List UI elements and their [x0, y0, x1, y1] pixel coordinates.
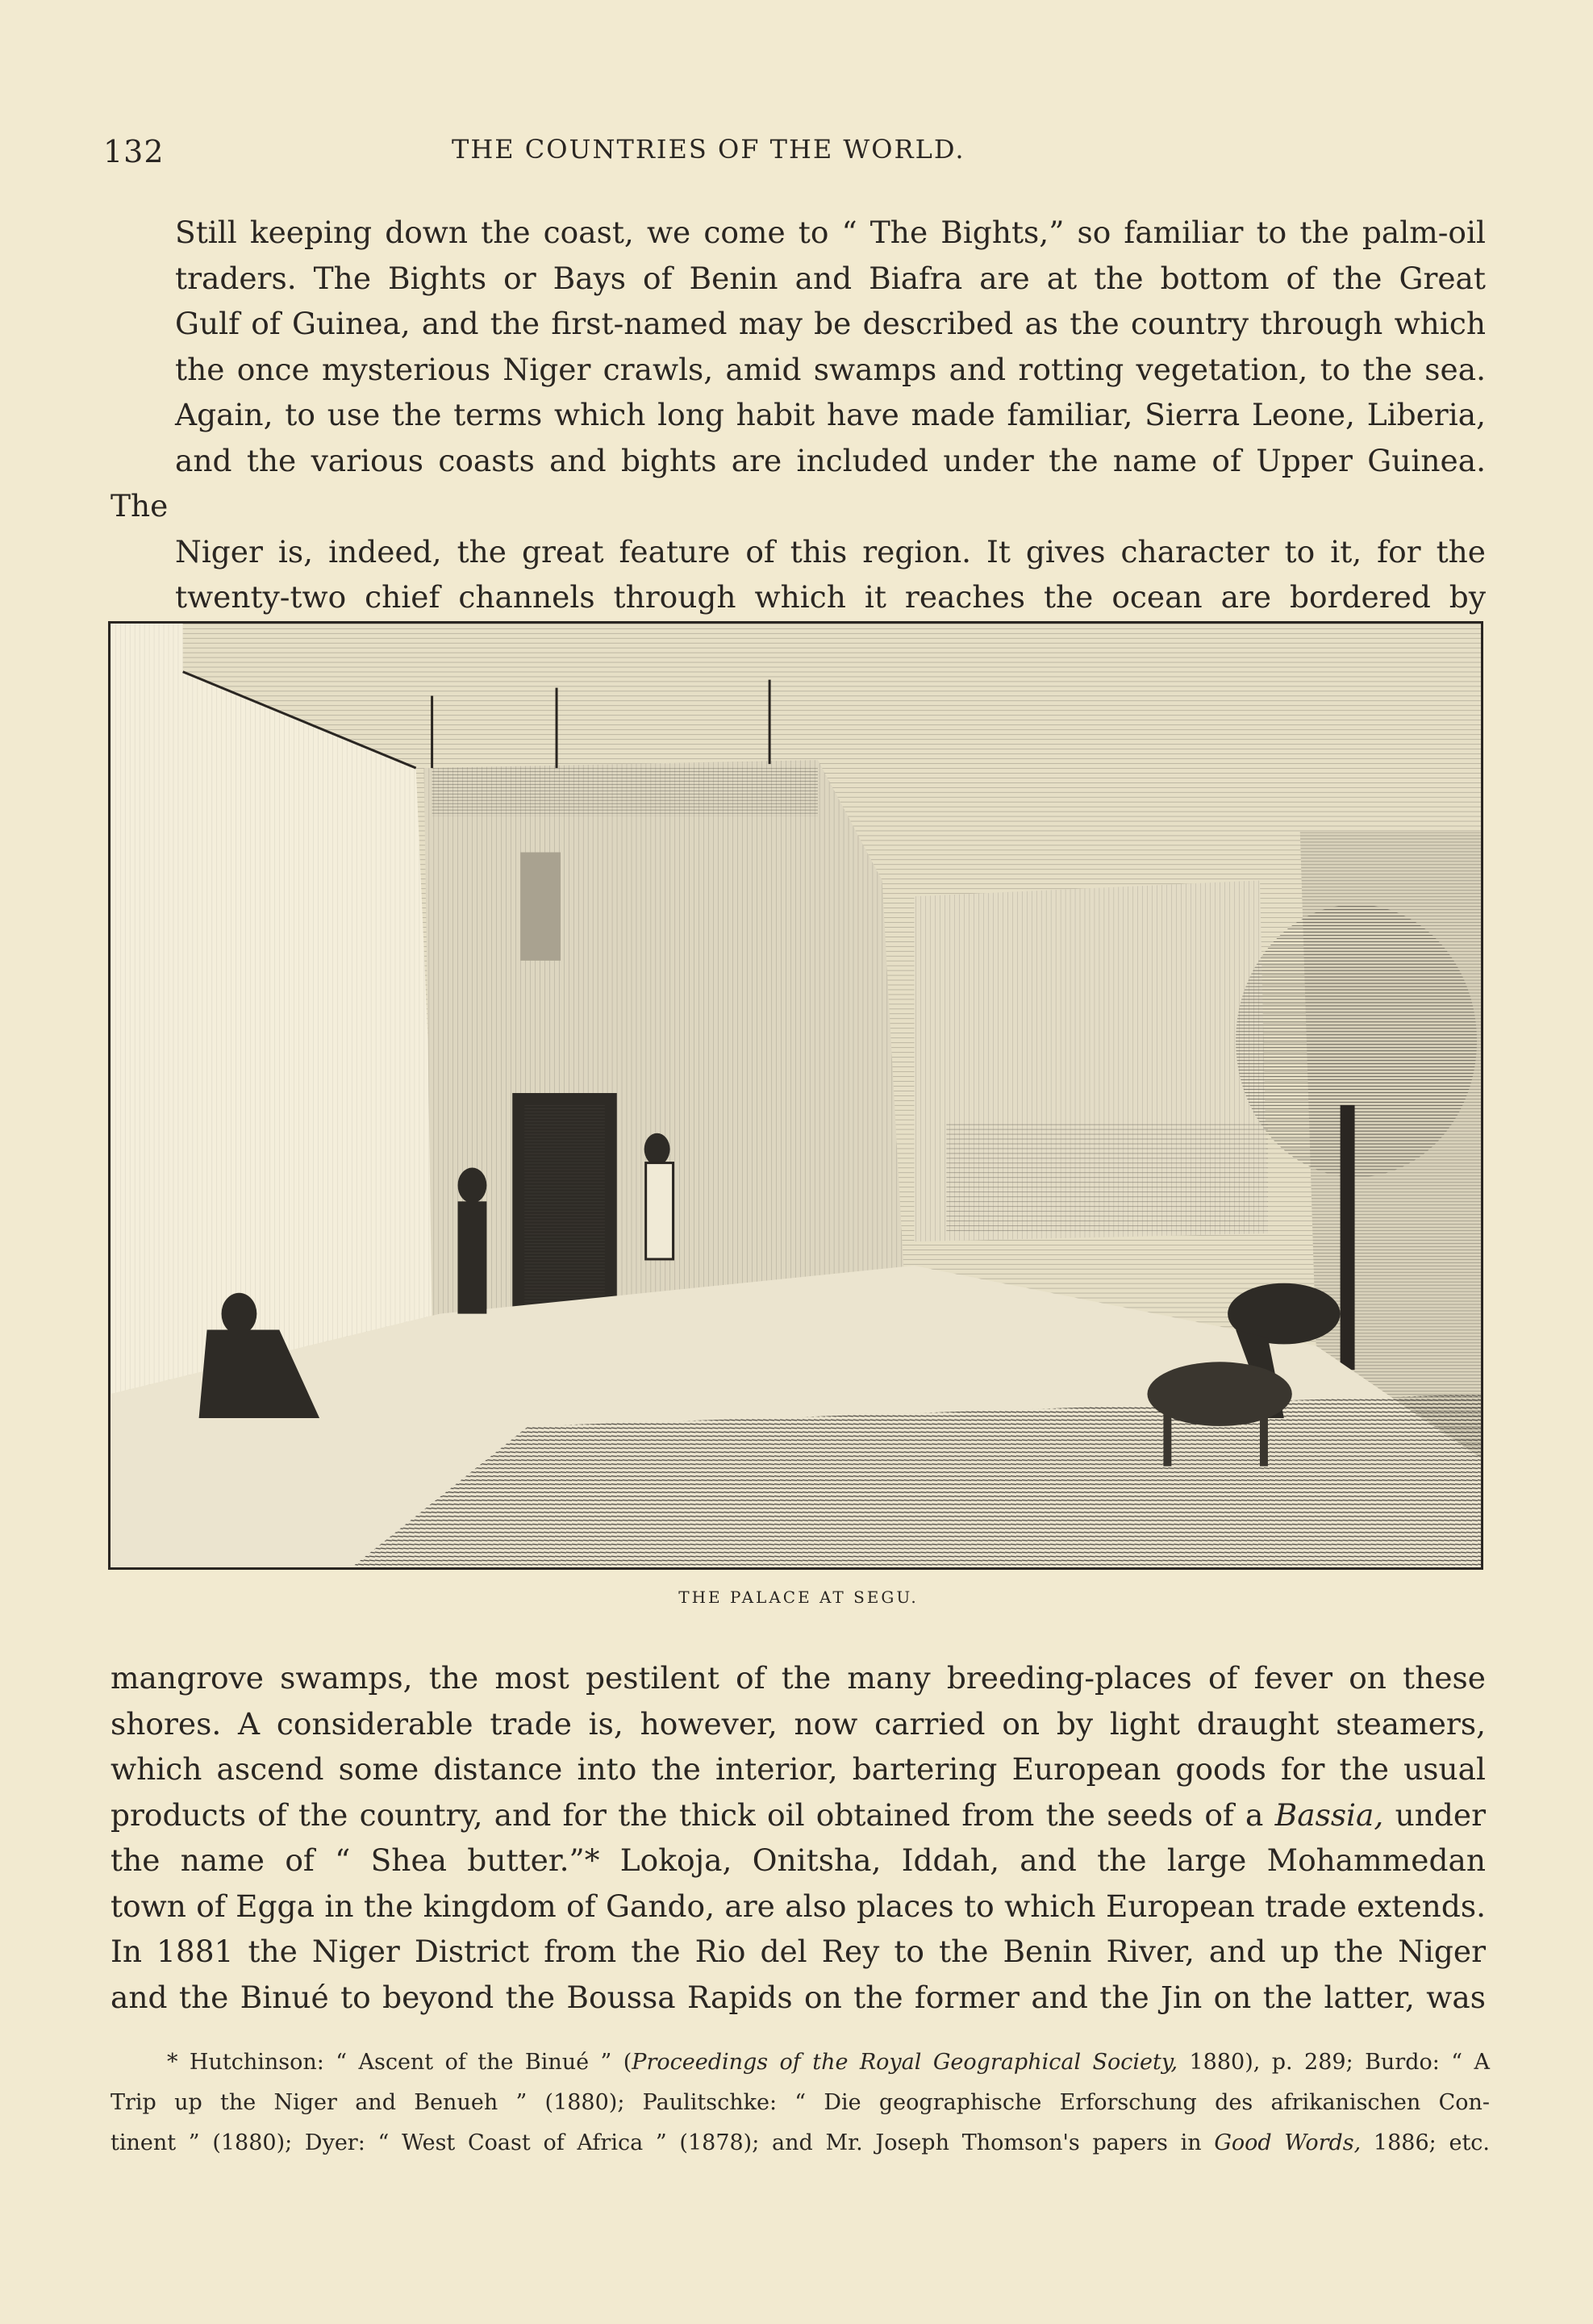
body-paragraph-2	[111, 1655, 1486, 2020]
tree-canopy	[1236, 904, 1477, 1177]
palace-engraving	[111, 624, 1481, 1567]
text-line: and the various coasts and bights are included under the name of Upper Guinea. The	[111, 442, 1486, 524]
page-number: 132	[103, 134, 165, 169]
window-shutter	[520, 853, 561, 961]
running-head: THE COUNTRIES OF THE WORLD.	[452, 134, 965, 165]
figure-caption: THE PALACE AT SEGU.	[678, 1588, 919, 1607]
text-line: which ascend some distance into the interior, bartering European goods for the usual	[111, 1751, 1486, 1787]
text-line	[111, 1792, 1486, 1838]
text-line: the name of “ Shea butter.”* Lokoja, Onitsha, Iddah, and the large Mohammedan	[111, 1842, 1486, 1878]
footnote-text: 1880), p. 289; Burdo: “ A	[1178, 2050, 1490, 2075]
footnote	[111, 2042, 1490, 2163]
footnote-line: Trip up the Niger and Benueh ” (1880); Paulitschke: “ Die geographische Erforschung des afrikanischen Con-	[111, 2090, 1490, 2115]
footnote-line	[111, 2042, 1490, 2083]
footnote-italic: Proceedings of the Royal Geographical Society,	[632, 2050, 1178, 2075]
text-line: Gulf of Guinea, and the first-named may be described as the country through which	[175, 306, 1486, 341]
italic-term: Bassia,	[1274, 1796, 1384, 1833]
text-segment: under	[1395, 1796, 1487, 1833]
text-line: twenty-two chief channels through which it reaches the ocean are bordered by	[175, 579, 1486, 615]
body-paragraph-1	[111, 210, 1486, 620]
text-line: Again, to use the terms which long habit have made familiar, Sierra Leone, Liberia,	[175, 397, 1486, 432]
text-segment: products of the country, and for the thick oil obtained from the seeds of a	[111, 1796, 1264, 1833]
text-line: Niger is, indeed, the great feature of this region. It gives character to it, for the	[175, 533, 1486, 570]
text-line: the once mysterious Niger crawls, amid swamps and rotting vegetation, to the sea.	[175, 351, 1486, 387]
text-line: traders. The Bights or Bays of Benin and Biafra are at the bottom of the Great	[175, 260, 1486, 296]
engraving-illustration	[108, 621, 1483, 1570]
text-line: town of Egga in the kingdom of Gando, are also places to which European trade extends.	[111, 1888, 1486, 1924]
text-line: In 1881 the Niger District from the Rio del Rey to the Benin River, and up the Niger	[111, 1934, 1486, 1969]
text-line: mangrove swamps, the most pestilent of the many breeding-places of fever on these	[111, 1660, 1486, 1696]
footnote-text: tinent ” (1880); Dyer: “ West Coast of Africa ” (1878); and Mr. Joseph Thomson's papers in	[111, 2130, 1215, 2155]
footnote-text: 1886; etc.	[1361, 2130, 1490, 2155]
text-line: shores. A considerable trade is, however, now carried on by light draught steamers,	[111, 1705, 1486, 1742]
footnote-line	[111, 2123, 1490, 2163]
footnote-text: * Hutchinson: “ Ascent of the Binué ” (	[167, 2050, 632, 2075]
footnote-italic: Good Words,	[1214, 2130, 1362, 2155]
text-line: and the Binué to beyond the Boussa Rapids on the former and the Jin on the latter, was	[111, 1979, 1486, 2015]
text-line: Still keeping down the coast, we come to “ The Bights,” so familiar to the palm-oil	[175, 215, 1486, 250]
